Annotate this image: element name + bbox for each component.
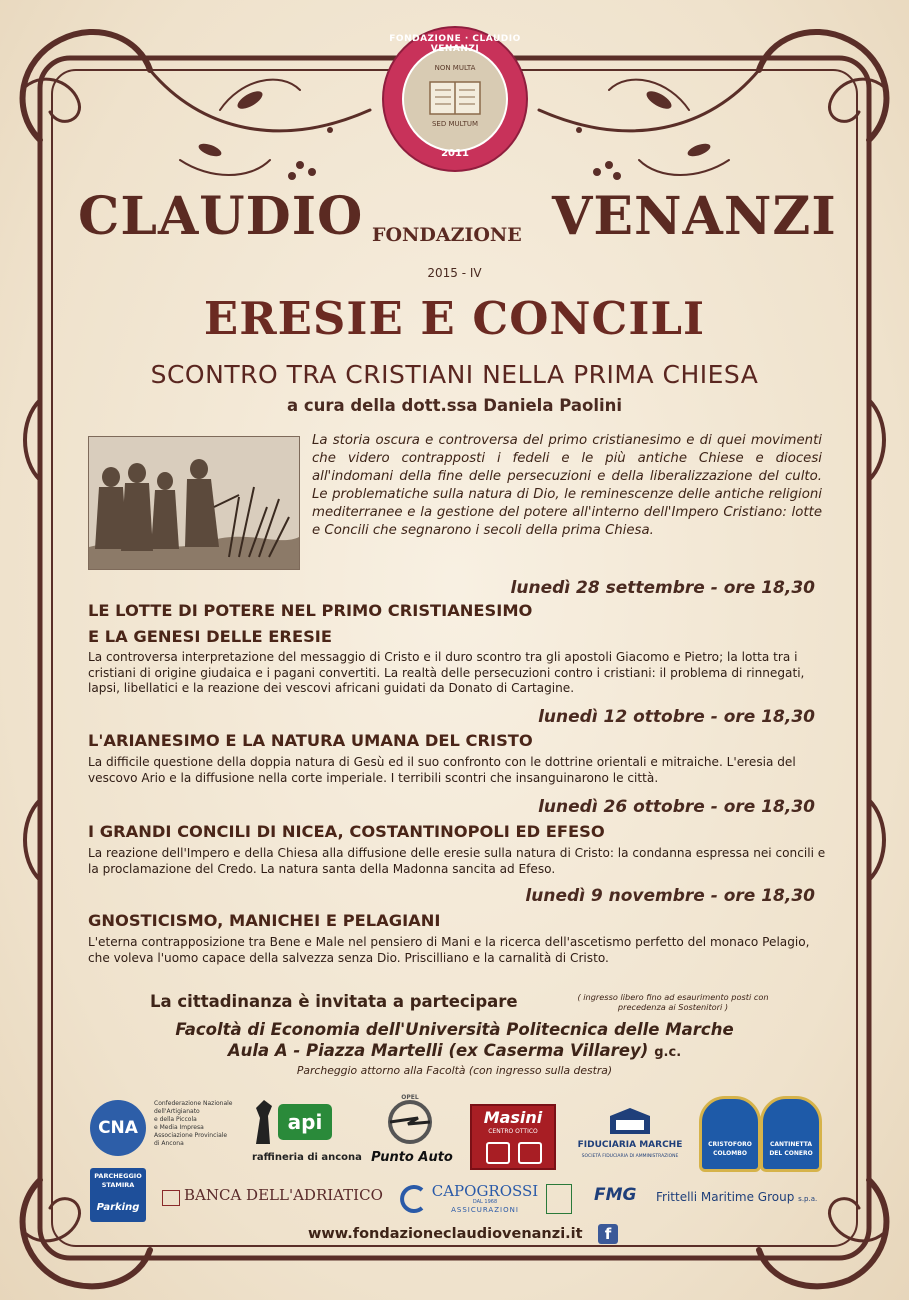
title-venanzi: VENANZI bbox=[552, 186, 837, 247]
venue-gc: g.c. bbox=[654, 1045, 682, 1060]
capogrossi-badge-icon bbox=[546, 1184, 572, 1214]
venue-line-1: Facoltà di Economia dell'Università Politecnica delle Marche bbox=[175, 1020, 734, 1039]
lecture-4-description: L'eterna contrapposizione tra Bene e Male nel pensiero di Mani e la ricerca dell'ascetismo perfetto del monaco Pelagio, che voleva l'uomo capace della salvezza senza Dio. Priscilliano e la carnalità di Cristo. bbox=[88, 935, 810, 965]
capogrossi-sub: ASSICURAZIONI bbox=[451, 1206, 519, 1214]
fmg-name bbox=[656, 1190, 816, 1204]
cristoforo-colombo-logo bbox=[699, 1096, 761, 1172]
cantinetta-line1: CANTINETTA bbox=[769, 1141, 812, 1148]
lecture-4-title: GNOSTICISMO, MANICHEI E PELAGIANI bbox=[88, 911, 441, 930]
seal-year: 2011 bbox=[441, 148, 469, 159]
subtitle: SCONTRO TRA CRISTIANI NELLA PRIMA CHIESA bbox=[150, 360, 759, 389]
lecture-2-date: lunedì 12 ottobre - ore 18,30 bbox=[538, 707, 815, 727]
facebook-icon[interactable]: f bbox=[598, 1224, 618, 1244]
cantinetta-conero-logo bbox=[760, 1096, 822, 1172]
fiduciaria-sub: SOCIETÀ FIDUCIARIA DI AMMINISTRAZIONE bbox=[581, 1154, 679, 1159]
fiduciaria-name: FIDUCIARIA MARCHE bbox=[577, 1140, 683, 1150]
fmg-fullname: Frittelli Maritime Group bbox=[656, 1190, 795, 1204]
lecture-3-title: I GRANDI CONCILI DI NICEA, COSTANTINOPOLI ED EFESO bbox=[88, 822, 605, 841]
cna-line: e Media Impresa bbox=[154, 1124, 204, 1131]
fiduciaria-logo bbox=[572, 1106, 688, 1166]
banca-adriatico-name: BANCA DELL'ADRIATICO bbox=[184, 1186, 383, 1204]
title-claudio: CLAUDIO bbox=[78, 186, 364, 247]
lecture-4-date: lunedì 9 novembre - ore 18,30 bbox=[525, 886, 815, 906]
cna-line: e della Piccola bbox=[154, 1116, 197, 1123]
stamira-line2: STAMIRA bbox=[101, 1181, 135, 1189]
venue-address: Aula A - Piazza Martelli (ex Caserma Villarey) bbox=[227, 1041, 649, 1060]
edition-label: 2015 - IV bbox=[427, 266, 482, 280]
masini-sub: CENTRO OTTICO bbox=[488, 1128, 538, 1135]
fmg-suffix: s.p.a. bbox=[798, 1195, 818, 1203]
parcheggio-stamira-logo bbox=[90, 1168, 146, 1222]
lecture-3-date: lunedì 26 ottobre - ore 18,30 bbox=[538, 797, 815, 817]
lecture-1-date: lunedì 28 settembre - ore 18,30 bbox=[510, 578, 815, 598]
fmg-logo: FMG bbox=[594, 1185, 637, 1205]
capogrossi-since: DAL 1968 bbox=[472, 1199, 498, 1205]
invitation-text: La cittadinanza è invitata a partecipare bbox=[150, 992, 518, 1011]
seal-motto-top: NON MULTA bbox=[434, 64, 476, 72]
cristoforo-line1: CRISTOFORO bbox=[708, 1141, 752, 1148]
venue-line-2 bbox=[0, 1041, 909, 1060]
foundation-seal bbox=[380, 24, 530, 174]
masini-name: Masini bbox=[483, 1108, 543, 1127]
main-title: ERESIE E CONCILI bbox=[203, 292, 706, 345]
horse-icon bbox=[252, 1098, 274, 1146]
cna-line: Associazione Provinciale bbox=[154, 1132, 228, 1139]
parking-note: Parcheggio attorno alla Facoltà (con ingresso sulla destra) bbox=[296, 1064, 613, 1077]
cna-short: CNA bbox=[98, 1118, 138, 1138]
lecture-1-description: La controversa interpretazione del messaggio di Cristo e il duro scontro tra gli apostoli Giacomo e Pietro; la lotta tra i cristiani di origine giudaica e i pagani convertiti. La realtà delle persecuzioni contro i cristiani: il problema di rinnegati, lapsi, libellatici e la reazione dei vescovi africani guidati da Donato di Cartagine. bbox=[88, 650, 805, 695]
lecture-2-description: La difficile questione della doppia natura di Gesù ed il suo confronto con le dottrine orientali e mitraiche. L'eresia del vescovo Ario e la diffusione nella corte imperiale. I terribili scontri che insanguinarono le città. bbox=[88, 755, 796, 785]
stamira-line1: PARCHEGGIO bbox=[94, 1172, 142, 1180]
punto-auto-name: Punto Auto bbox=[371, 1150, 453, 1165]
cna-line: Confederazione Nazionale bbox=[154, 1100, 233, 1107]
masini-logo bbox=[470, 1104, 556, 1170]
capogrossi-icon bbox=[398, 1184, 428, 1214]
cna-line: di Ancona bbox=[154, 1140, 184, 1147]
curator: a cura della dott.ssa Daniela Paolini bbox=[286, 396, 623, 415]
intro-text: La storia oscura e controversa del primo cristianesimo e di quei movimenti che videro contrapposti i fedeli e le più antiche Chiese e diocesi all'indomani della fine delle persecuzioni e della liberalizzazione del culto. Le problematiche sulla natura di Dio, le reminescenze delle antiche religioni mediterranee e la gestione del potere all'interno dell'Impero Cristiano: lotte e Concili che segnarono i secoli della prima Chiesa. bbox=[312, 433, 822, 538]
title-fondazione: FONDAZIONE bbox=[372, 224, 522, 246]
api-name: raffineria di ancona bbox=[252, 1152, 362, 1163]
cna-logo bbox=[90, 1100, 146, 1156]
website-link[interactable]: www.fondazioneclaudiovenanzi.it bbox=[308, 1226, 583, 1242]
cna-line: dell'Artigianato bbox=[154, 1108, 200, 1115]
api-logo: api bbox=[278, 1104, 332, 1140]
opel-logo bbox=[378, 1094, 442, 1144]
seal-ring-text: FONDAZIONE · CLAUDIO VENANZI bbox=[389, 34, 521, 54]
capogrossi-name: CAPOGROSSI bbox=[431, 1182, 539, 1200]
lecture-2-title: L'ARIANESIMO E LA NATURA UMANA DEL CRISTO bbox=[88, 731, 533, 750]
opel-badge: OPEL bbox=[401, 1094, 419, 1101]
cna-text bbox=[154, 1100, 244, 1148]
lecture-3-description: La reazione dell'Impero e della Chiesa alla diffusione delle eresie sulla natura di Cristo: la condanna espressa nei concili e la proclamazione del Credo. La natura santa della Madonna sancita ad Efeso. bbox=[88, 846, 826, 876]
lecture-1-title-line2: E LA GENESI DELLE ERESIE bbox=[88, 627, 332, 646]
lecture-1-title-line1: LE LOTTE DI POTERE NEL PRIMO CRISTIANESIMO bbox=[88, 601, 533, 620]
medieval-illustration bbox=[88, 436, 300, 570]
banca-icon bbox=[162, 1190, 180, 1206]
stamira-line3: Parking bbox=[96, 1202, 140, 1213]
cantinetta-line2: DEL CONERO bbox=[769, 1150, 813, 1157]
seal-motto-bottom: SED MULTUM bbox=[431, 120, 479, 128]
cristoforo-line2: COLOMBO bbox=[713, 1150, 747, 1157]
invitation-note: ( ingresso libero fino ad esaurimento posti con precedenza ai Sostenitori ) bbox=[577, 992, 769, 1012]
